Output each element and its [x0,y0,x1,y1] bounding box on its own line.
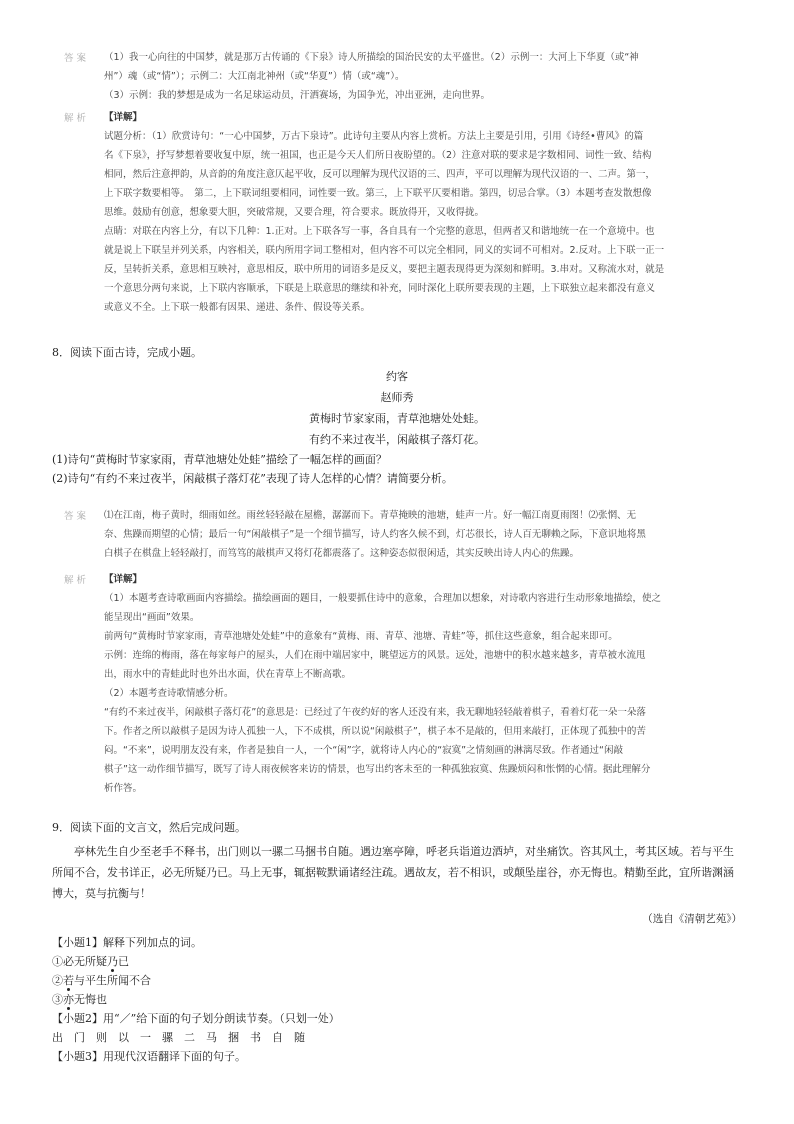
q7-analysis-block [64,108,730,317]
answer-line: 白棋子在棋盘上轻轻敲打，而笃笃的敲棋声又将灯花都震落了。这种姿态似很闲适，其实反映出诗人内心的焦躁。 [104,548,580,559]
answer-body [104,48,730,105]
answer-line: ⑴在江南，梅子黄时，细雨如丝。雨丝轻轻敲在屋檐，潺潺而下。青草掩映的池塘，蛙声一片。好一幅江南夏雨图！⑵张惘、无 [104,510,637,521]
q9-subquestions [52,933,742,1066]
analysis-line: 试题分析：（1）欣赏诗句：“一心中国梦，万古下泉诗”。此诗句主要从内容上赏析。方法上主要是引用，引用《诗经•曹风》的篇 [104,131,644,142]
analysis-line: 思维。鼓励有创意，想象要大胆，突破常规，又要合理，符合要求。既放得开，又收得拢。 [104,207,485,218]
analysis-line: 棋子”这一动作细节描写，既写了诗人雨夜候客来访的情景，也写出约客未至的一种孤独寂寞、焦躁烦闷和怅惘的心情。据此理解分 [104,764,651,775]
subquestion-item [52,990,742,1009]
subquestion-item [52,952,742,971]
poem-line: 黄梅时节家家雨，青草池塘处处蛙。 [309,412,485,425]
classical-passage [52,841,742,904]
item-text: 无悔也 [74,993,107,1006]
answer-line: 州”）魂（或“情”）；示例二：大江南北神州（或“华夏”）情（或“魂”）。 [104,71,405,82]
passage-source: （选自《清朝艺苑》） [642,913,742,925]
analysis-line: （2）本题考查诗歌情感分析。 [104,688,234,699]
dotted-word: 若 [63,974,74,987]
poem-title: 约客 [386,370,408,383]
dotted-word: 乃 [107,955,118,968]
analysis-header: 【详解】 [104,574,143,585]
subquestion: (2)诗句“有约不来过夜半，闲敲棋子落灯花”表现了诗人怎样的心情？请简要分析。 [52,472,453,485]
analysis-line: 析作答。 [104,783,143,794]
item-text: ③ [52,993,63,1006]
q7-answer-block [64,48,730,105]
q9-question [52,818,742,1066]
analysis-line: 点睛：对联在内容上分，有以下几种：1.正对。上下联各写一事，各自具有一个完整的意思，但两者又和谐地统一在一个意境中。也 [104,226,655,237]
analysis-line: 下。作者之所以敲棋子是因为诗人孤独一人，下不成棋，所以说“闲敲棋子”，棋子本不是敲的，但用来敲打，正体现了孤独中的苦 [104,726,646,737]
q8-answer-block [64,506,730,563]
subquestion-item [52,971,742,990]
passage-line: 生所闻不合，发书详正，必无所疑乃已。马上无事，辄据鞍默诵诸经注疏。遇故友，若不相识，或颠坠崖谷，亦无悔也。精勤至此，宜所谐 [52,845,734,879]
analysis-body [104,108,730,317]
analysis-tag: 解析 [64,113,90,124]
answer-line: （3）示例：我的梦想是成为一名足球运动员，汗洒赛场，为国争光，冲出亚洲，走向世界。 [104,90,491,101]
analysis-line: 名《下泉》，抒写梦想着要收复中原，统一祖国，也正是今天人们所日夜盼望的。（2）注意对联的要求是字数相同、词性一致、结构 [104,150,652,161]
analysis-line: 能呈现出“画面”效果。 [104,612,200,623]
subquestion-title: 【小题1】解释下列加点的词。 [52,936,202,949]
analysis-line: 出，雨水中的青蛙此时也外出水面，伏在青草上不断高歌。 [104,669,352,680]
answer-line: 奈、焦躁而期望的心情；最后一句“闲敲棋子”是一个细节描写，诗人约客久候不到，灯芯很长，诗人百无聊赖之际，下意识地将黑 [104,529,646,540]
passage-line: 亭林先生自少至老手不释书，出门则以一骡二马捆书自随。遇边塞亭障，呼老兵诣道边酒垆，对坐痛饮。咨其风土，考其区域。若与平 [74,845,723,858]
answer-tag: 答案 [64,53,90,64]
analysis-line: 示例：连绵的梅雨，落在每家每户的屋头，人们在雨中端居家中，眺望远方的风景。远处，池塘中的积水越来越多，青草被水流甩 [104,650,646,661]
analysis-line: 上下联字数要相等。 第二，上下联词组要相同，词性要一致。第三，上下联平仄要相谐。第四，切忌合掌。（3）本题考查发散想像 [104,188,652,199]
q8-question [52,343,730,362]
passage-line: 渊涵博大，莫与抗衡与！ [52,866,734,900]
q8-subquestions [52,450,730,488]
poem-line: 有约不来过夜半，闲敲棋子落灯花。 [309,433,485,446]
analysis-header: 【详解】 [104,112,143,123]
analysis-line: 就是说上下联呈并列关系，内容相关，联内所用字词工整相对，但内容不可以完全相同，同义的实词不可相对。2.反对。上下联一正一 [104,245,665,256]
subquestion: (1)诗句“黄梅时节家家雨，青草池塘处处蛙”描绘了一幅怎样的画面？ [52,453,387,466]
analysis-line: 或意义不全。上下联一般都有因果、递进、条件、假设等关系。 [104,302,371,313]
item-text: 已 [118,955,129,968]
answer-line: （1）我一心向往的中国梦，就是那万古传诵的《下泉》诗人所描绘的国治民安的太平盛世。（2）示例一：大河上下华夏（或“神 [104,52,639,63]
rhythm-sentence: 出门则以一骡二马捆书自随 [52,1031,316,1044]
q8-analysis-block [64,570,730,798]
question-prompt: 8．阅读下面古诗，完成小题。 [52,346,202,359]
answer-body [104,506,730,563]
analysis-line: （1）本题考查诗歌画面内容描绘。描绘画面的题目，一般要抓住诗中的意象，合理加以想象，对诗歌内容进行生动形象地描绘，使之 [104,593,662,604]
analysis-line: 相同，然后注意押韵，从音韵的角度注意仄起平收，反可以理解为现代汉语的三、四声，平可以理解为现代汉语的一、二声。第一， [104,169,656,180]
answer-tag: 答案 [64,511,90,522]
analysis-line: “有约不来过夜半，闲敲棋子落灯花”的意思是：已经过了午夜约好的客人还没有来，我无聊地轻轻敲着棋子，看着灯花一朵一朵落 [104,707,646,718]
analysis-line: 一个意思分两句来说，上下联内容顺承，下联是上联意思的继续和补充，同时深化上联所要表现的主题，上下联独立起来都没有意义 [104,283,656,294]
analysis-line: 前两句“黄梅时节家家雨，青草池塘处处蛙”中的意象有“黄梅、雨、青草、池塘、青蛙”等，抓住这些意象，组合起来即可。 [104,631,618,642]
item-text: ①必无所疑 [52,955,107,968]
item-text: 与平生所闻不合 [74,974,151,987]
poem [64,366,730,450]
dotted-word: 亦 [63,993,74,1006]
analysis-line: 反，呈转折关系，意思相互映衬，意思相反，联中所用的词语多是反义，要把主题表现得更为深刻和鲜明。3.串对。又称流水对，就是 [104,264,665,275]
poem-author: 赵师秀 [380,391,414,404]
question-prompt: 9．阅读下面的文言文，然后完成问题。 [52,821,246,834]
item-text: ② [52,974,63,987]
subquestion-title: 【小题3】用现代汉语翻译下面的句子。 [52,1050,246,1063]
analysis-tag: 解析 [64,575,90,586]
subquestion-title: 【小题2】用“／”给下面的句子划分朗读节奏。（只划一处） [52,1012,340,1025]
analysis-line: 闷。“不来”，说明朋友没有来，作者是独自一人，一个“闲”字，就将诗人内心的“寂寞”之情刻画的淋漓尽致。作者通过“闲敲 [104,745,623,756]
analysis-body [104,570,730,798]
